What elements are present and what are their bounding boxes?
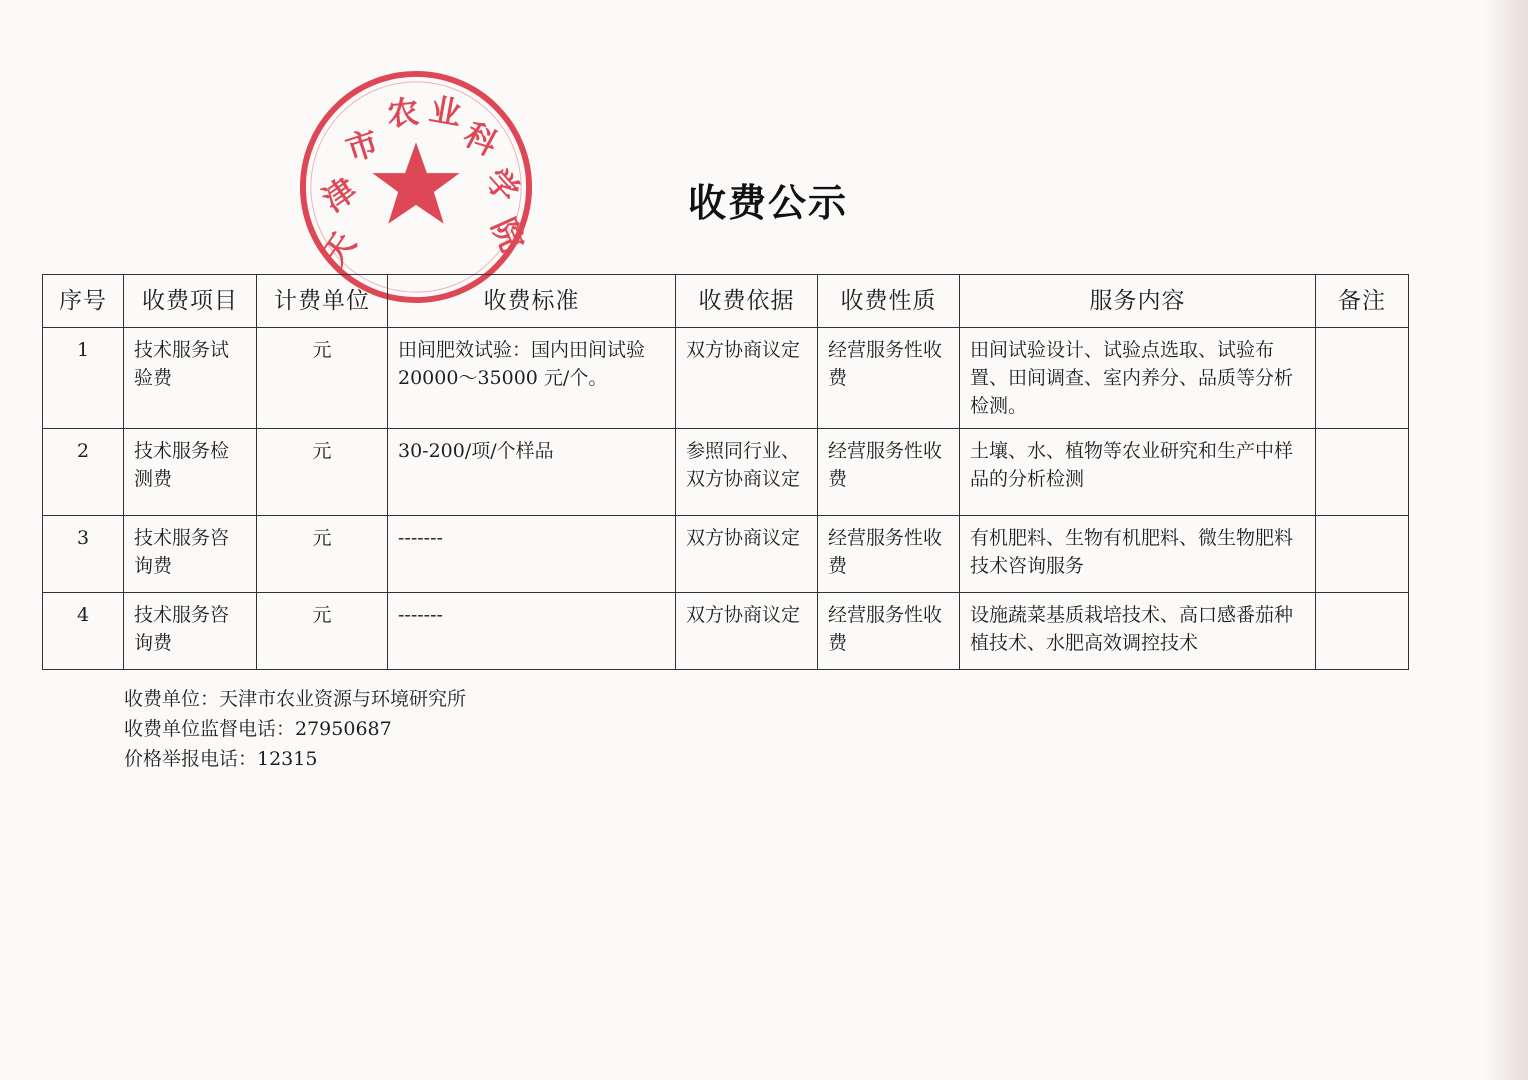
svg-text:科: 科 — [457, 115, 504, 164]
header-standard: 收费标准 — [388, 275, 676, 328]
svg-text:天: 天 — [314, 225, 364, 273]
cell-remark — [1316, 429, 1409, 516]
cell-item: 技术服务咨询费 — [124, 516, 257, 593]
cell-content: 有机肥料、生物有机肥料、微生物肥料技术咨询服务 — [960, 516, 1316, 593]
cell-nature: 经营服务性收费 — [818, 328, 960, 429]
header-remark: 备注 — [1316, 275, 1409, 328]
table-row — [43, 593, 1409, 670]
cell-remark — [1316, 516, 1409, 593]
cell-nature: 经营服务性收费 — [818, 516, 960, 593]
header-item: 收费项目 — [124, 275, 257, 328]
svg-text:市: 市 — [341, 123, 384, 169]
cell-item: 技术服务试验费 — [124, 328, 257, 429]
cell-basis: 双方协商议定 — [676, 516, 818, 593]
fee-table — [42, 274, 1409, 670]
cell-basis: 双方协商议定 — [676, 328, 818, 429]
cell-standard: ------- — [388, 593, 676, 670]
paper-edge-shadow — [1484, 0, 1528, 1080]
cell-standard: 田间肥效试验：国内田间试验 20000～35000 元/个。 — [388, 328, 676, 429]
header-no: 序号 — [43, 275, 124, 328]
cell-unit: 元 — [257, 429, 388, 516]
cell-unit: 元 — [257, 516, 388, 593]
cell-nature: 经营服务性收费 — [818, 429, 960, 516]
cell-item: 技术服务咨询费 — [124, 593, 257, 670]
table-row — [43, 328, 1409, 429]
cell-no: 1 — [43, 328, 124, 429]
cell-remark — [1316, 593, 1409, 670]
cell-no: 2 — [43, 429, 124, 516]
header-unit: 计费单位 — [257, 275, 388, 328]
svg-text:学: 学 — [477, 161, 527, 210]
seal-star-icon — [372, 142, 459, 223]
page-title: 收费公示 — [687, 180, 848, 225]
cell-content: 土壤、水、植物等农业研究和生产中样品的分析检测 — [960, 429, 1316, 516]
table-row — [43, 429, 1409, 516]
cell-unit: 元 — [257, 328, 388, 429]
svg-text:业: 业 — [426, 91, 465, 133]
cell-no: 4 — [43, 593, 124, 670]
cell-unit: 元 — [257, 593, 388, 670]
table-header-row — [43, 275, 1409, 328]
official-seal — [297, 68, 535, 306]
cell-content: 设施蔬菜基质栽培技术、高口感番茄种植技术、水肥高效调控技术 — [960, 593, 1316, 670]
footer-info — [124, 684, 466, 774]
cell-standard: 30-200/项/个样品 — [388, 429, 676, 516]
cell-basis: 双方协商议定 — [676, 593, 818, 670]
svg-text:津: 津 — [316, 170, 364, 220]
cell-standard: ------- — [388, 516, 676, 593]
table-row — [43, 516, 1409, 593]
header-content: 服务内容 — [960, 275, 1316, 328]
cell-content: 田间试验设计、试验点选取、试验布置、田间调查、室内养分、品质等分析检测。 — [960, 328, 1316, 429]
cell-item: 技术服务检测费 — [124, 429, 257, 516]
header-basis: 收费依据 — [676, 275, 818, 328]
svg-text:农: 农 — [385, 93, 421, 134]
footer-price-report-phone: 价格举报电话：12315 — [124, 748, 318, 770]
cell-remark — [1316, 328, 1409, 429]
cell-nature: 经营服务性收费 — [818, 593, 960, 670]
svg-text:院: 院 — [484, 212, 531, 257]
footer-supervision-phone: 收费单位监督电话：27950687 — [124, 718, 392, 740]
header-nature: 收费性质 — [818, 275, 960, 328]
cell-basis: 参照同行业、双方协商议定 — [676, 429, 818, 516]
cell-no: 3 — [43, 516, 124, 593]
footer-charging-unit: 收费单位：天津市农业资源与环境研究所 — [124, 688, 467, 710]
